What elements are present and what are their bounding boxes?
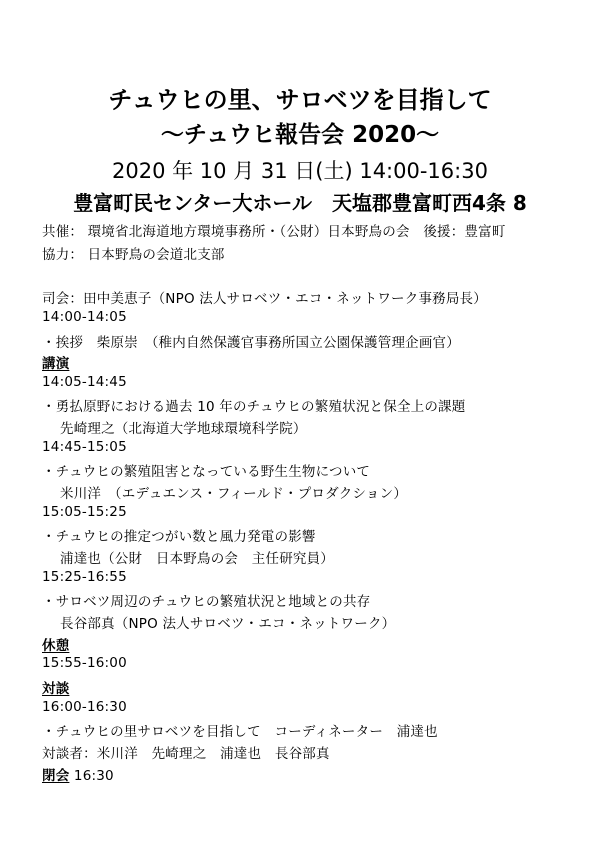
closing-label: 閉会 [42,768,70,784]
lecture-heading: 講演 [42,356,70,372]
dialogue-title: ・チュウヒの里サロベツを目指して コーディネーター 浦達也 [42,724,438,740]
event-datetime: 2020 年 10 月 31 日(土) 14:00-16:30 [112,159,488,183]
dialogue-time: 16:00-16:30 [42,699,127,715]
mc-line: 司会：田中美恵子（NPO 法人サロベツ・エコ・ネットワーク事務局長） [42,291,487,307]
opening-greeting: ・挨拶 柴原崇 （稚内自然保護官事務所国立公園保護管理企画官） [42,335,460,351]
talk1-time: 14:05-14:45 [42,374,127,390]
dialogue-participants: 対談者：米川洋 先崎理之 浦達也 長谷部真 [42,746,330,762]
event-subtitle: 〜チュウヒ報告会 2020〜 [160,122,440,148]
talk2-speaker: 米川洋 （エデュエンス・フィールド・プロダクション） [60,486,408,502]
talk3-title: ・チュウヒの推定つがい数と風力発電の影響 [42,529,316,545]
break-time: 15:55-16:00 [42,655,127,671]
talk4-time: 15:25-16:55 [42,569,127,585]
talk3-speaker: 浦達也（公財 日本野鳥の会 主任研究員） [60,551,334,567]
closing-line [42,764,114,784]
event-title: チュウヒの里、サロベツを目指して [108,86,492,114]
opening-time: 14:00-14:05 [42,309,127,325]
talk3-time: 15:05-15:25 [42,504,127,520]
cooperation-line: 協力： 日本野鳥の会道北支部 [42,247,225,263]
closing-time: 16:30 [73,768,114,784]
break-heading: 休憩 [42,638,70,654]
talk1-speaker: 先崎理之（北海道大学地球環境科学院） [60,421,307,437]
dialogue-heading: 対談 [42,681,70,697]
talk4-speaker: 長谷部真（NPO 法人サロベツ・エコ・ネットワーク） [60,616,396,632]
talk1-title: ・勇払原野における過去 10 年のチュウヒの繁殖状況と保全上の課題 [42,399,466,415]
talk2-title: ・チュウヒの繁殖阻害となっている野生生物について [42,464,371,480]
host-line: 共催： 環境省北海道地方環境事務所・（公財）日本野鳥の会 後援：豊富町 [42,224,506,240]
talk2-time: 14:45-15:05 [42,439,127,455]
talk4-title: ・サロベツ周辺のチュウヒの繁殖状況と地域との共存 [42,594,371,610]
event-venue: 豊富町民センター大ホール 天塩郡豊富町西4条 8 [73,191,527,215]
